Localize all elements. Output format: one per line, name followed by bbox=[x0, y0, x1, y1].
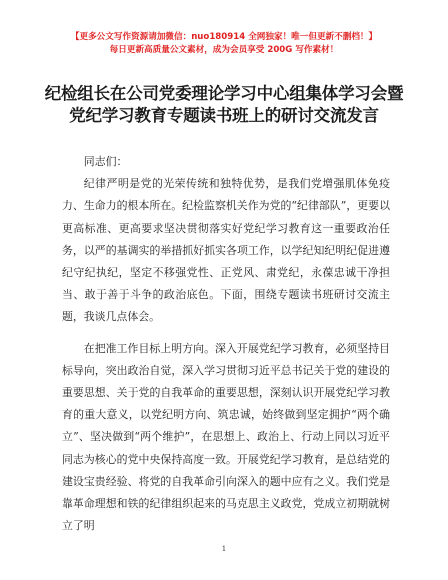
paragraph-gap bbox=[62, 329, 390, 338]
paragraph-2: 在把准工作目标上明方向。深入开展党纪学习教育，必须坚持目标导向，突出政治自觉，深入学习贯彻习近平总书记关于党的建设的重要思想、关于党的自我革命的重要思想，深刻认识开展党纪学习教育的重大意义，以党纪明方向、筑忠诚，始终做到坚定拥护“两个确立”、坚决做到“两个维护”，在思想上、政治上、行动上同以习近平同志为核心的党中央保持高度一致。开展党纪学习教育，是总结党的建设宝贵经验、将党的自我革命引向深入的题中应有之义。我们党是靠革命理想和铁的纪律组织起来的马克思主义政党，党成立初期就树立了明 bbox=[62, 341, 390, 533]
document-body bbox=[62, 151, 390, 537]
greeting: 同志们： bbox=[83, 155, 128, 168]
promo-banner bbox=[0, 31, 448, 57]
document-title: 纪检组长在公司党委理论学习中心组集体学习会暨党纪学习教育专题读书班上的研讨交流发言 bbox=[44, 84, 404, 125]
promo-banner-line-2: 每日更新高质量公文素材，成为会员享受 200G 写作素材！ bbox=[109, 45, 339, 55]
paragraph-1: 纪律严明是党的光荣传统和独特优势，是我们党增强肌体免疫力、生命力的根本所在。纪检监察机关作为党的“纪律部队”，更要以更高标准、更高要求坚决贯彻落实好党纪学习教育这一重要政治任务，以严的基调实的举措抓好抓实各项工作，以学纪知纪明纪促进遵纪守纪执纪，坚定不移强党性、正党风、肃党纪，永葆忠诚干净担当、敢于善于斗争的政治底色。下面，围绕专题读书班研讨交流主题，我谈几点体会。 bbox=[62, 177, 390, 324]
promo-banner-line-1: 【更多公文写作资源请加微信：nuo180914 全网独家！唯一但更新不删档！】 bbox=[70, 32, 378, 42]
page-number: 1 bbox=[221, 545, 227, 553]
